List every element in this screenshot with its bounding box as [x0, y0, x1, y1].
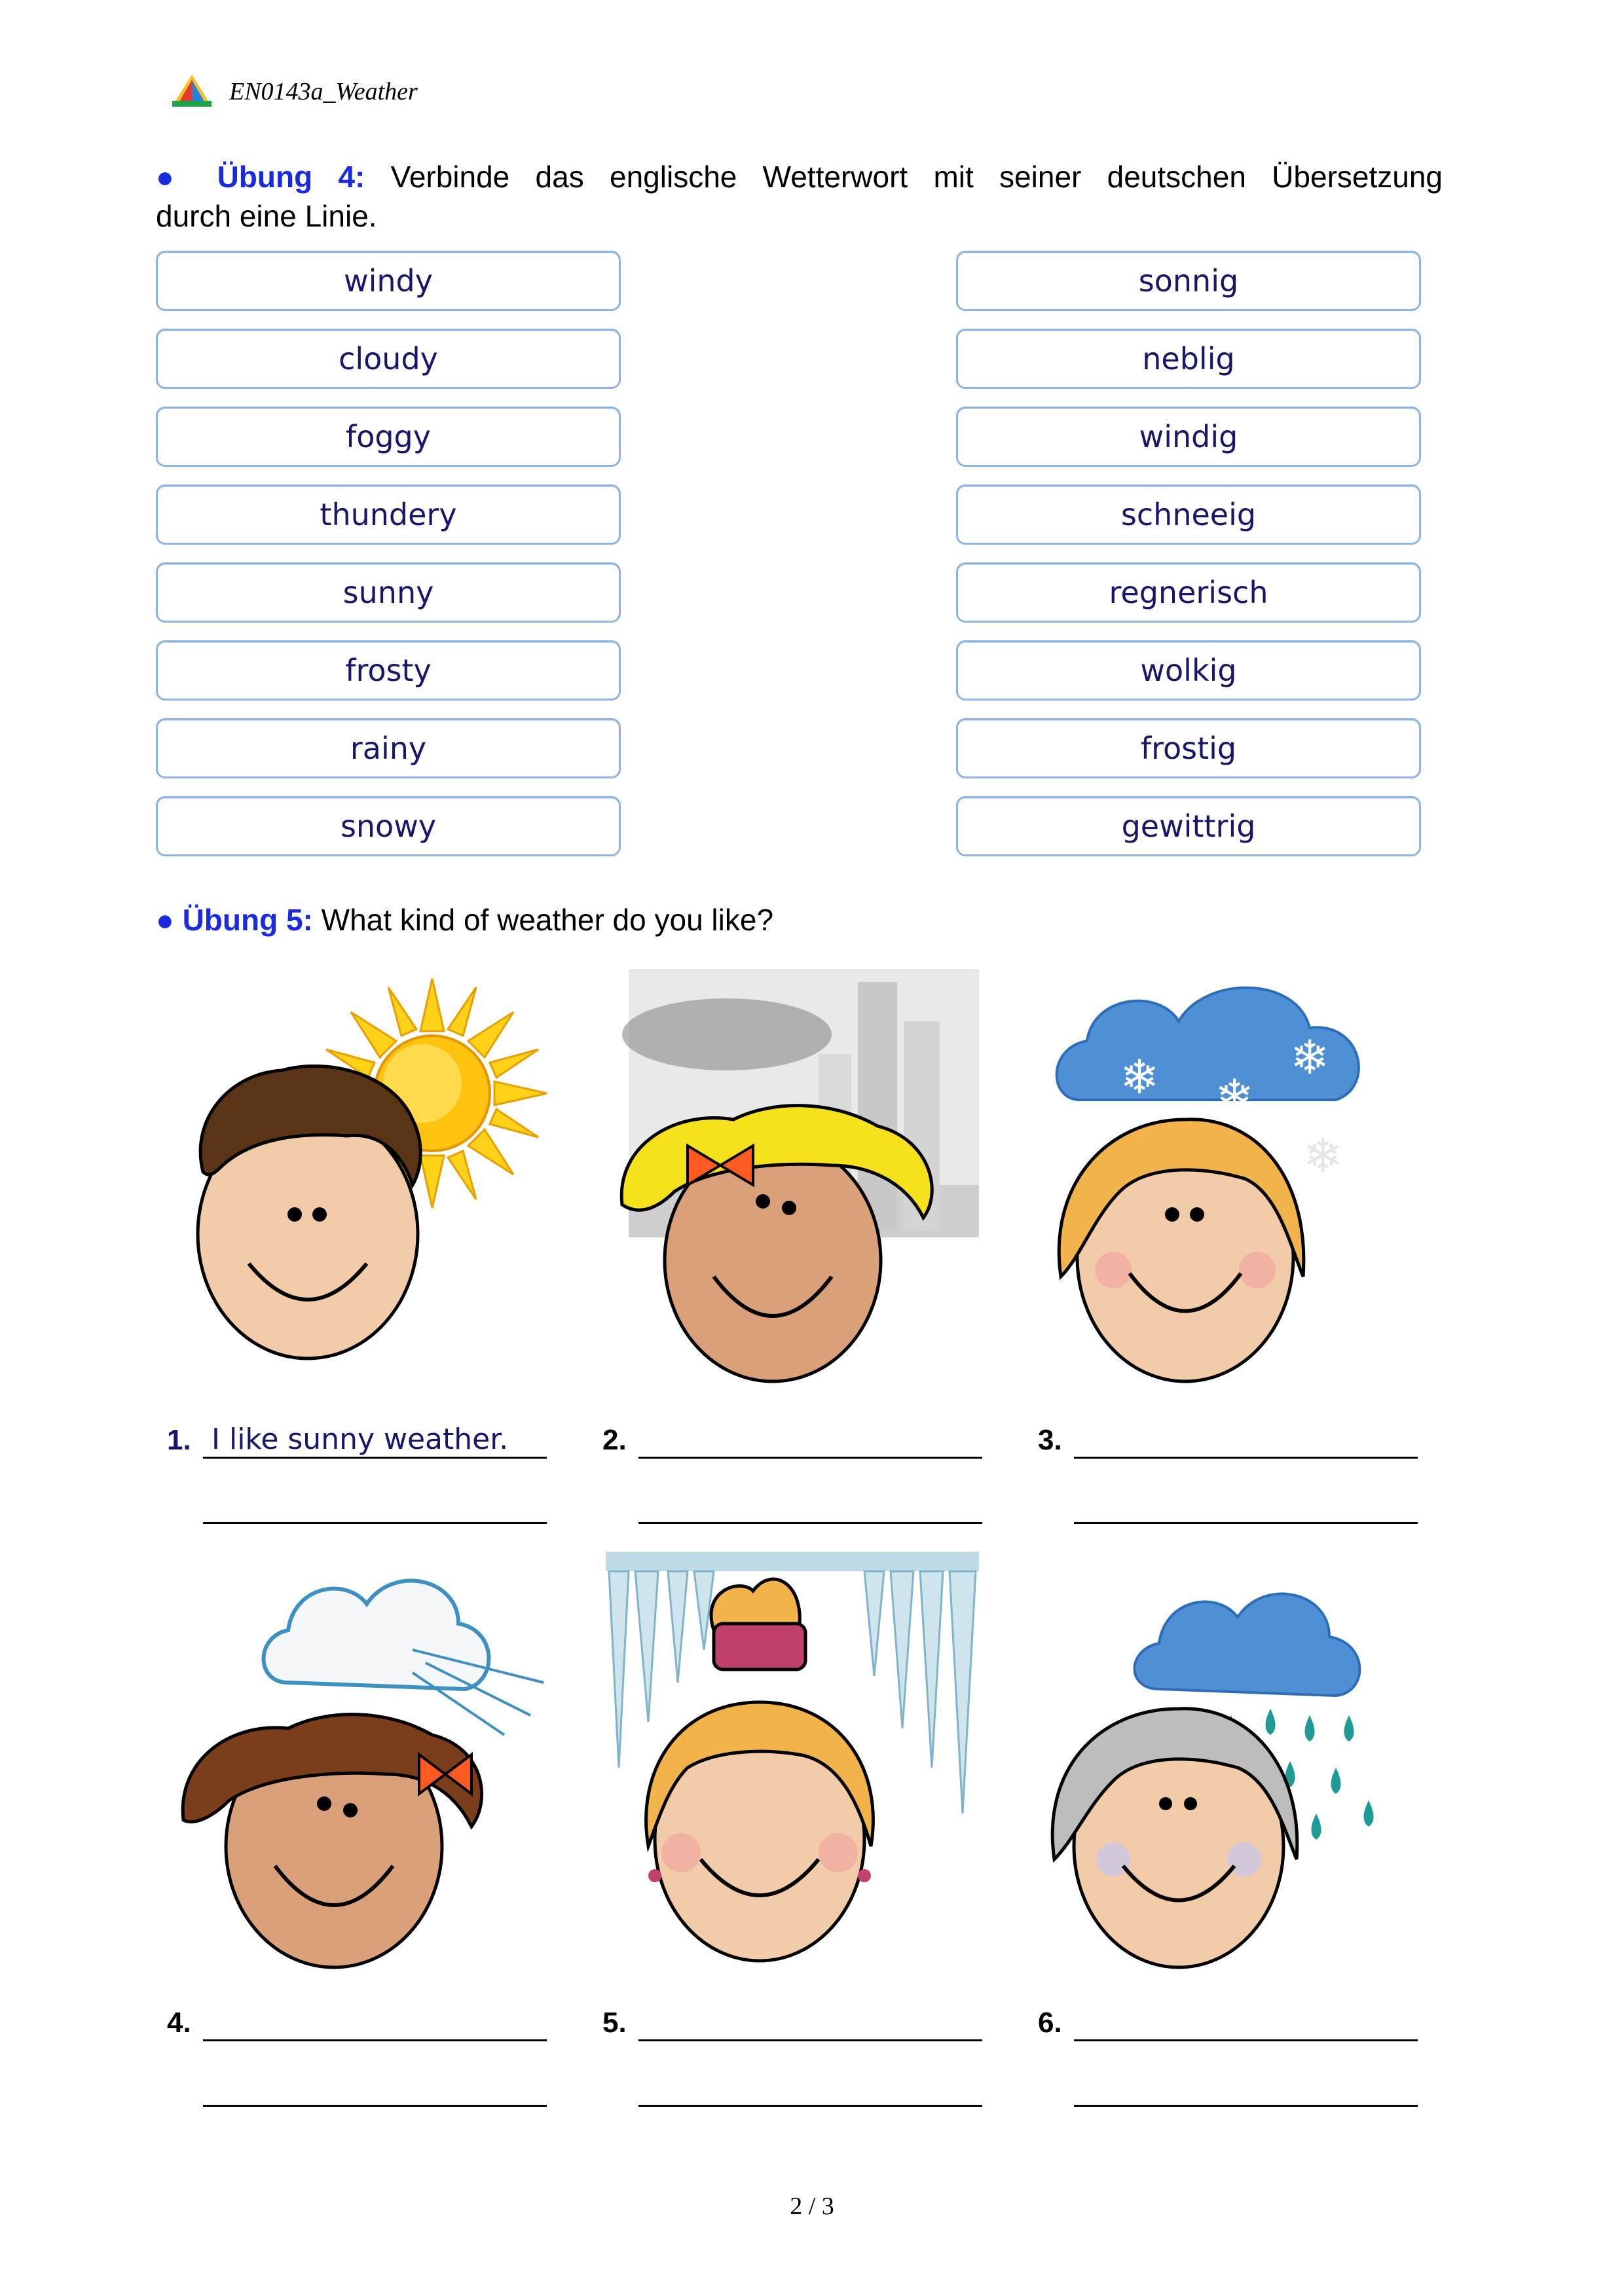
sun-boy-icon	[177, 969, 557, 1388]
answer-line[interactable]	[203, 1522, 547, 1524]
exercise5-question: What kind of weather do you like?	[321, 903, 774, 937]
english-word-box[interactable]: foggy	[156, 407, 621, 467]
exercise5-instruction	[156, 900, 1443, 939]
english-word-box[interactable]: frosty	[156, 640, 621, 701]
wind-cloud-icon	[177, 1552, 557, 1971]
answer-number: 2.	[602, 1424, 627, 1456]
german-word-box[interactable]: windig	[956, 407, 1421, 467]
german-word-box[interactable]: neblig	[956, 329, 1421, 389]
snow-cloud-icon	[1048, 969, 1428, 1388]
german-word-box[interactable]: schneeig	[956, 484, 1421, 545]
publisher-logo-icon	[169, 73, 215, 109]
answer-line[interactable]	[638, 1522, 982, 1524]
answer-line[interactable]	[1074, 1457, 1418, 1459]
german-word-box[interactable]: gewittrig	[956, 796, 1421, 856]
exercise5-label: ● Übung 5:	[156, 903, 313, 937]
german-word-box[interactable]: regnerisch	[956, 562, 1421, 623]
svg-text:❄: ❄	[1215, 1069, 1255, 1124]
german-word-box[interactable]: frostig	[956, 718, 1421, 778]
english-word-box[interactable]: thundery	[156, 484, 621, 545]
english-word-box[interactable]: snowy	[156, 796, 621, 856]
english-word-box[interactable]: rainy	[156, 718, 621, 778]
answer-number: 4.	[167, 2007, 191, 2039]
german-word-box[interactable]: sonnig	[956, 251, 1421, 311]
exercise4-label: ● Übung 4:	[156, 160, 365, 194]
german-word-box[interactable]: wolkig	[956, 640, 1421, 701]
svg-text:❄: ❄	[1303, 1128, 1343, 1183]
fog-girl-icon	[616, 969, 995, 1388]
svg-text:❄: ❄	[1290, 1030, 1330, 1085]
answer-text: I like sunny weather.	[212, 1423, 509, 1456]
english-word-box[interactable]: sunny	[156, 562, 621, 623]
answer-line[interactable]	[1074, 2039, 1418, 2041]
answer-number: 5.	[602, 2007, 627, 2039]
answer-line[interactable]	[1074, 2105, 1418, 2107]
page-number: 2 / 3	[790, 2193, 834, 2220]
answer-line[interactable]	[203, 1457, 547, 1459]
answer-line[interactable]	[638, 2105, 982, 2107]
svg-text:❄: ❄	[1120, 1049, 1160, 1104]
exercise4-text-line2: durch eine Linie.	[156, 199, 377, 233]
rain-cloud-icon	[1041, 1552, 1421, 1971]
answer-line[interactable]	[203, 2039, 547, 2041]
answer-line[interactable]	[203, 2105, 547, 2107]
icicles-icon	[602, 1552, 982, 1971]
english-word-box[interactable]: cloudy	[156, 329, 621, 389]
answer-line[interactable]	[638, 2039, 982, 2041]
answer-number: 6.	[1038, 2007, 1062, 2039]
exercise4-instruction	[156, 157, 1443, 196]
exercise4-text-line1: Verbinde das englische Wetterwort mit seiner deutschen Übersetzung	[390, 160, 1443, 194]
answer-number: 3.	[1038, 1424, 1062, 1456]
answer-number: 1.	[167, 1424, 191, 1456]
document-title: EN0143a_Weather	[229, 78, 418, 105]
answer-line[interactable]	[1074, 1522, 1418, 1524]
english-word-box[interactable]: windy	[156, 251, 621, 311]
answer-line[interactable]	[638, 1457, 982, 1459]
